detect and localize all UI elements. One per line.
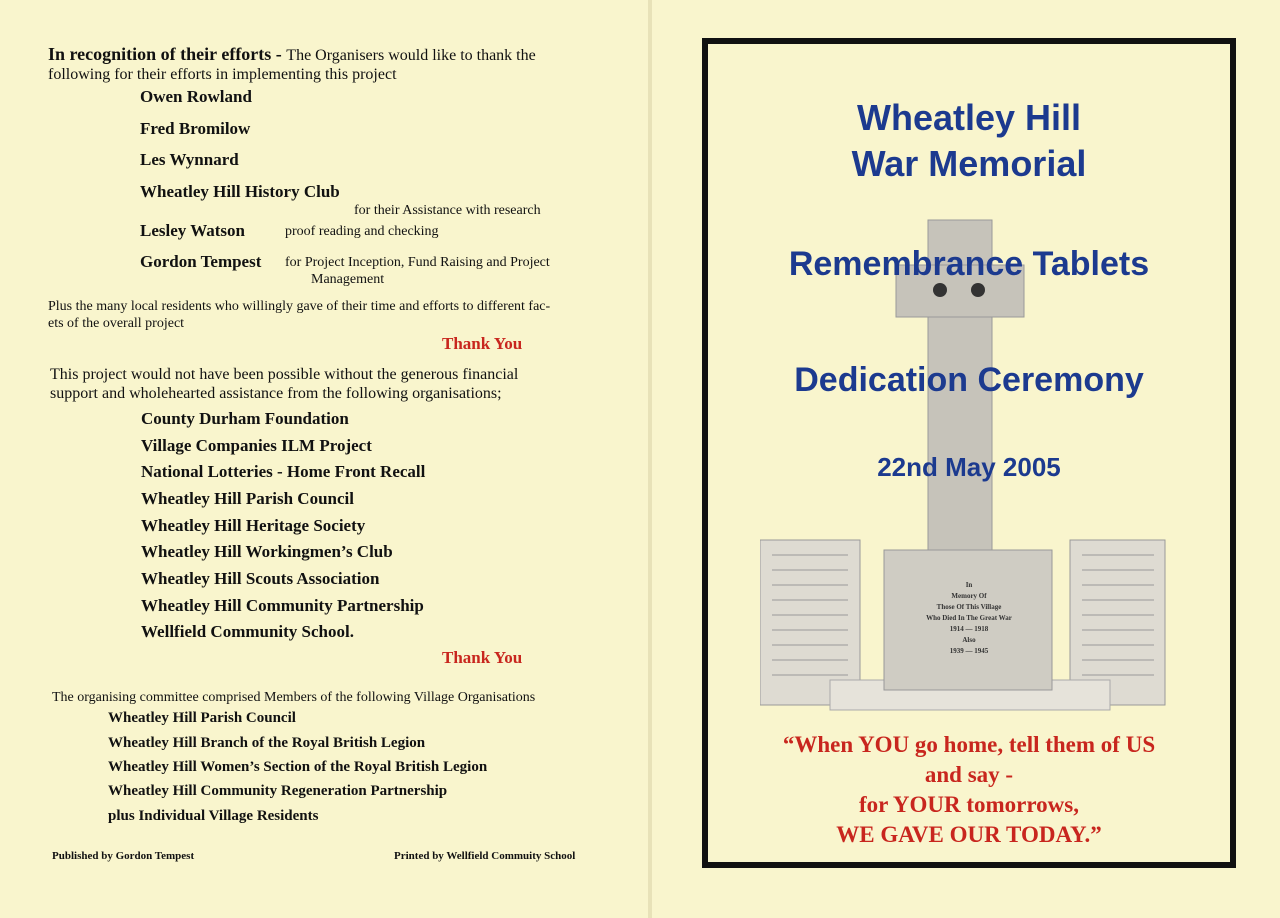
organisation-item: Village Companies ILM Project [141,436,372,455]
person-note: proof reading and checking [285,224,439,239]
person-name: Les Wynnard [140,150,239,169]
published-by: Published by Gordon Tempest [52,850,195,862]
inscription-line: 1939 — 1945 [949,647,989,655]
inscription [894,580,1044,657]
inscription-line: 1914 — 1918 [949,625,989,633]
recognition-heading-bold: In recognition of their efforts - [48,44,282,64]
recognition-heading-line2: following for their efforts in implementing this project [48,66,397,83]
person-note: for their Assistance with research [354,203,541,218]
committee-item: plus Individual Village Residents [108,808,319,824]
organisation-item: Wheatley Hill Scouts Association [141,569,380,588]
committee-item: Wheatley Hill Community Regeneration Partnership [108,783,448,799]
recognition-heading [48,44,536,65]
organisation-item: Wheatley Hill Community Partnership [141,596,424,615]
printed-by: Printed by Wellfield Commuity School [394,850,576,862]
cover-subtitle-ceremony: Dedication Ceremony [794,361,1144,399]
cover-title-line2: War Memorial [851,143,1087,184]
quote-line: “When YOU go home, tell them of US [782,732,1156,757]
committee-item: Wheatley Hill Branch of the Royal British Legion [108,735,426,751]
organisation-item: Wheatley Hill Parish Council [141,489,354,508]
project-line: This project would not have been possible without the generous financial [50,366,519,383]
organisation-item: Wellfield Community School. [141,622,354,641]
person-note-line2: Management [311,272,385,287]
person-name: Owen Rowland [140,87,252,106]
cover-title-line1: Wheatley Hill [856,97,1082,138]
person-name: Lesley Watson [140,221,246,240]
plus-line-2: ets of the overall project [48,316,185,331]
person-note: for Project Inception, Fund Raising and Project [285,255,550,270]
cover-date: 22nd May 2005 [877,452,1061,482]
organisation-item: National Lotteries - Home Front Recall [141,462,426,481]
cover-frame [702,38,1236,868]
committee-line: The organising committee comprised Members of the following Village Organisations [52,690,536,705]
inscription-line: Who Died In The Great War [926,614,1012,622]
inscription-line: In [965,581,973,589]
person-name: Wheatley Hill History Club [140,182,340,201]
person-name: Fred Bromilow [140,119,251,138]
person-name: Gordon Tempest [140,252,262,271]
thank-you-1: Thank You [442,334,523,353]
quote-line: for YOUR tomorrows, [859,792,1079,817]
organisation-item: County Durham Foundation [141,409,349,428]
quote-line: WE GAVE OUR TODAY.” [836,822,1102,847]
cover-quote [708,730,1230,850]
cover-subtitle-tablets: Remembrance Tablets [788,245,1150,283]
organisation-item: Wheatley Hill Heritage Society [141,516,366,535]
inscription-line: Memory Of [951,592,987,600]
committee-item: Wheatley Hill Women’s Section of the Royal British Legion [108,759,488,775]
inscription-line: Also [962,636,976,644]
inscription-line: Those Of This Village [936,603,1002,611]
project-line-2: support and wholehearted assistance from the following organisations; [50,385,502,402]
plus-line: Plus the many local residents who willingly gave of their time and efforts to different fac- [48,299,551,314]
recognition-heading-rest: The Organisers would like to thank the [286,47,536,64]
committee-item: Wheatley Hill Parish Council [108,710,296,726]
quote-line: and say - [924,762,1014,787]
organisation-item: Wheatley Hill Workingmen’s Club [141,542,393,561]
thank-you-2: Thank You [442,648,523,667]
